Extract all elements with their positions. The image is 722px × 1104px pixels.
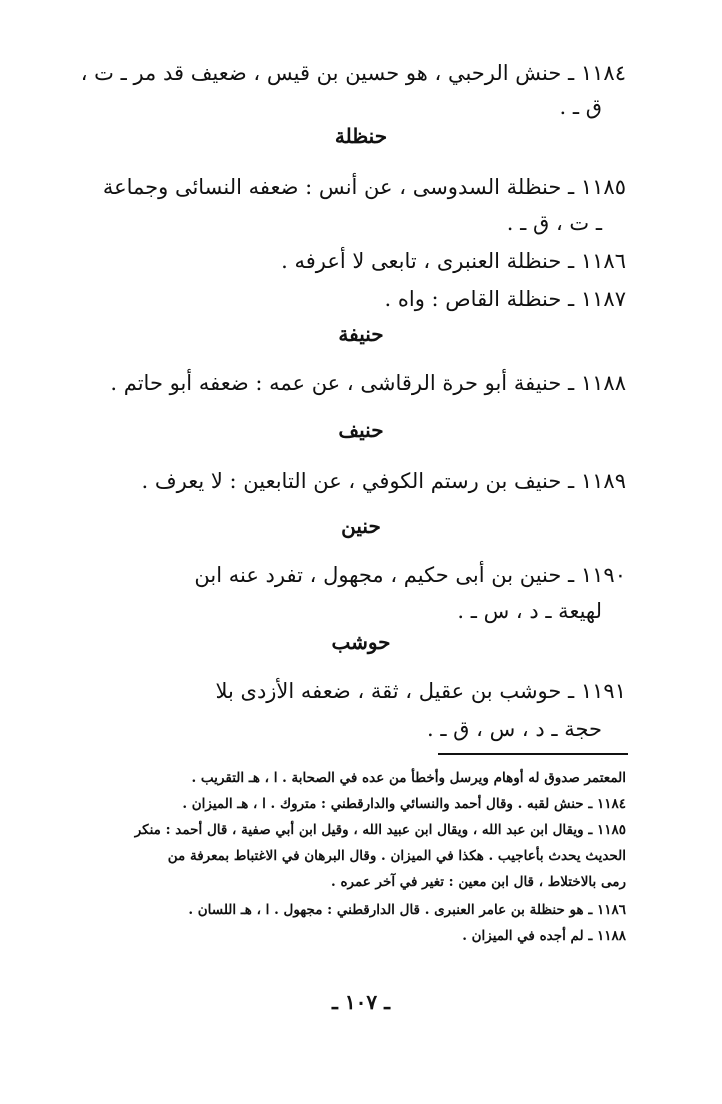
section-heading-hanifa: حنيفة (338, 322, 384, 346)
entry-1191-line1: ١١٩١ ـ حوشب بن عقيل ، ثقة ، ضعفه الأزدى بلا (215, 679, 626, 703)
section-heading-hanzala: حنظلة (334, 124, 388, 148)
footnote-line: ١١٨٦ ـ هو حنظلة بن عامر العنبرى . قال الدارقطني : مجهول . ا ، هـ اللسان . (188, 902, 626, 918)
entry-1190-line1: ١١٩٠ ـ حنين بن أبى حكيم ، مجهول ، تفرد عنه ابن (194, 563, 626, 587)
entry-1187-line1: ١١٨٧ ـ حنظلة القاص : واه . (384, 287, 626, 311)
footnote-line: رمى بالاختلاط ، قال ابن معين : تغير في آخر عمره . (331, 874, 626, 890)
section-heading-hawshab: حوشب (331, 630, 391, 654)
entry-1186-line1: ١١٨٦ ـ حنظلة العنبرى ، تابعى لا أعرفه . (281, 249, 626, 273)
entry-1185-line2: ـ ت ، ق ـ . (506, 211, 602, 235)
entry-1184-line1: ١١٨٤ ـ حنش الرحبي ، هو حسين بن قيس ، ضعيف قد مر ـ ت ، (80, 61, 626, 85)
page-number: ـ ١٠٧ ـ (332, 990, 390, 1014)
entry-1188-line1: ١١٨٨ ـ حنيفة أبو حرة الرقاشى ، عن عمه : ضعفه أبو حاتم . (110, 371, 626, 395)
section-heading-hunain: حنين (341, 514, 381, 538)
footnote-separator (438, 753, 628, 755)
section-heading-hanif: حنيف (338, 418, 384, 442)
entry-1184-line2: ق ـ . (559, 95, 602, 119)
footnote-line: ١١٨٥ ـ ويقال ابن عبد الله ، ويقال ابن عبيد الله ، وقيل ابن أبي صفية ، قال أحمد : منكر (134, 822, 626, 838)
entry-1189-line1: ١١٨٩ ـ حنيف بن رستم الكوفي ، عن التابعين : لا يعرف . (141, 469, 626, 493)
entry-1190-line2: لهيعة ـ د ، س ـ . (457, 599, 602, 623)
entry-1185-line1: ١١٨٥ ـ حنظلة السدوسى ، عن أنس : ضعفه النسائى وجماعة (102, 175, 626, 199)
footnote-line: المعتمر صدوق له أوهام ويرسل وأخطأ من عده في الصحابة . ا ، هـ التقريب . (191, 770, 626, 786)
footnote-line: الحديث يحدث بأعاجيب . هكذا في الميزان . وقال البرهان في الاغتباط بمعرفة من (167, 848, 626, 864)
entry-1191-line2: حجة ـ د ، س ، ق ـ . (426, 717, 602, 741)
footnote-line: ١١٨٤ ـ حنش لقبه . وقال أحمد والنسائي والدارقطني : متروك . ا ، هـ الميزان . (182, 796, 626, 812)
footnote-line: ١١٨٨ ـ لم أجده في الميزان . (462, 928, 626, 944)
